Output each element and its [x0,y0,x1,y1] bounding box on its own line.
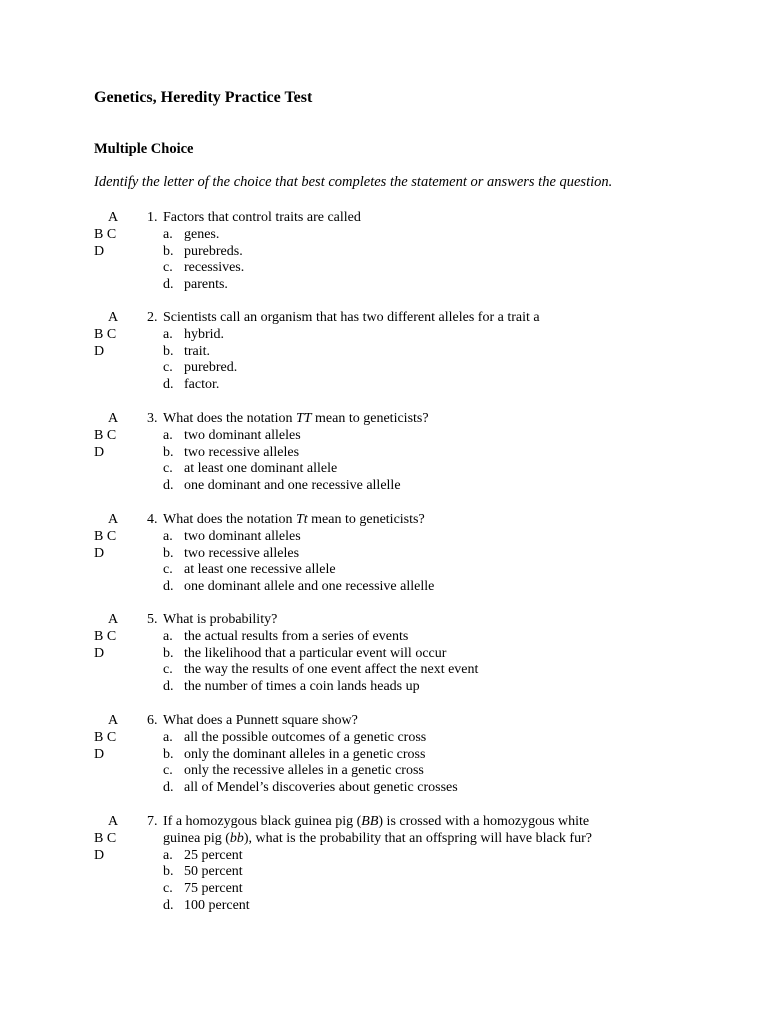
answer-choice [147,629,667,646]
choice-list [147,629,667,696]
choice-letter: d. [163,377,174,393]
answer-letter-line: D [94,243,105,259]
answer-choice [147,679,667,696]
answer-choice [147,546,667,563]
question-stem [147,210,667,227]
question-text-segment: What does a Punnett square show? [163,713,358,728]
question-text-line [163,814,667,831]
answer-letter-line: D [94,847,105,863]
question-body [147,310,667,394]
choice-letter: b. [163,343,174,359]
choice-letter: d. [163,579,174,595]
choice-letter: a. [163,847,173,863]
question-text-segment: ) is crossed with a homozygous white [378,814,590,829]
choice-letter: b. [163,243,174,259]
question-text [163,713,667,730]
answer-choice [147,227,667,244]
question-text-segment: Factors that control traits are called [163,210,361,225]
answer-choice [147,244,667,261]
answer-choice [147,360,667,377]
answer-letter-line: B C [94,729,117,745]
choice-list [147,428,667,495]
choice-letter: c. [163,360,173,376]
choice-text: 25 percent [184,847,243,863]
question-text-segment: What does the notation [163,512,296,527]
answer-letter-line: A [108,814,119,829]
answer-letter-options [94,411,130,461]
choice-letter: c. [163,763,173,779]
choice-list [147,730,667,797]
choice-text: only the dominant alleles in a genetic cross [184,746,426,762]
choice-text: the number of times a coin lands heads up [184,679,420,695]
choice-text: hybrid. [184,326,225,342]
choice-text: 75 percent [184,881,243,897]
question-text [163,814,667,848]
choice-text: at least one recessive allele [184,562,336,578]
question-text-line [163,612,667,629]
question-number: 7. [147,814,158,829]
choice-letter: d. [163,897,174,913]
choice-text: two recessive alleles [184,545,300,561]
answer-choice [147,428,667,445]
choice-text: only the recessive alleles in a genetic cross [184,763,424,779]
choice-list [147,848,667,915]
choice-list [147,227,667,294]
choice-text: the actual results from a series of events [184,628,409,644]
answer-choice [147,763,667,780]
question-text-segment: What is probability? [163,612,278,627]
answer-letter-line: D [94,545,105,561]
choice-letter: a. [163,729,173,745]
choice-text: all of Mendel’s discoveries about genetic crosses [184,780,458,796]
choice-text: one dominant and one recessive allelle [184,478,401,494]
choice-list [147,327,667,394]
answer-letter-options [94,310,130,360]
choice-text: parents. [184,277,228,293]
choice-letter: c. [163,881,173,897]
answer-choice [147,478,667,495]
question-text-line [163,713,667,730]
choice-text: purebred. [184,360,238,376]
question-text [163,310,667,327]
choice-letter: a. [163,226,173,242]
question-text-segment: ), what is the probability that an offspring will have black fur? [243,830,592,846]
answer-choice [147,377,667,394]
question-text-line [163,512,667,529]
answer-choice [147,277,667,294]
answer-letter-line: D [94,746,105,762]
choice-letter: a. [163,427,173,443]
choice-letter: d. [163,277,174,293]
question-number: 5. [147,612,158,627]
genotype-notation: BB [361,814,379,829]
answer-choice [147,529,667,546]
question-stem [147,310,667,327]
question-text-segment: mean to geneticists? [311,411,429,426]
choice-letter: b. [163,645,174,661]
question-text-line [163,411,667,428]
answer-letter-line: A [108,310,119,325]
choice-text: two dominant alleles [184,427,301,443]
answer-choice [147,747,667,764]
question-number: 1. [147,210,158,225]
choice-letter: d. [163,478,174,494]
genotype-notation: Tt [295,512,308,527]
answer-choice [147,662,667,679]
choice-text: the likelihood that a particular event will occur [184,645,447,661]
answer-letter-line: A [108,411,119,426]
genotype-notation: bb [229,830,244,846]
choice-letter: c. [163,260,173,276]
answer-letter-line: A [108,210,119,225]
question-text-line [163,210,667,227]
question-number: 6. [147,713,158,728]
choice-text: at least one dominant allele [184,461,338,477]
question-body [147,512,667,596]
answer-choice [147,562,667,579]
question-text-line [163,831,667,848]
choice-text: two dominant alleles [184,528,301,544]
choice-letter: c. [163,662,173,678]
choice-letter: a. [163,528,173,544]
answer-letter-line: A [108,612,119,627]
question-text [163,612,667,629]
answer-choice [147,327,667,344]
question-body [147,612,667,696]
answer-choice [147,260,667,277]
choice-text: purebreds. [184,243,243,259]
choice-text: all the possible outcomes of a genetic cross [184,729,427,745]
choice-letter: c. [163,461,173,477]
choice-letter: b. [163,864,174,880]
question-text-segment: If a homozygous black guinea pig ( [163,814,362,829]
document-title: Genetics, Heredity Practice Test [94,89,313,106]
question-text-segment: guinea pig ( [163,830,230,846]
answer-letter-line: B C [94,427,117,443]
choice-letter: b. [163,545,174,561]
choice-letter: d. [163,780,174,796]
question-text-line [163,310,667,327]
choice-text: 50 percent [184,864,243,880]
section-heading: Multiple Choice [94,141,194,157]
question-text-segment: mean to geneticists? [307,512,425,527]
answer-letter-line: B C [94,830,117,846]
answer-choice [147,881,667,898]
choice-text: factor. [184,377,220,393]
answer-letter-options [94,713,130,763]
genotype-notation: TT [295,411,312,426]
question-text [163,210,667,227]
answer-letter-line: D [94,343,105,359]
choice-letter: a. [163,628,173,644]
question-body [147,210,667,294]
question-number: 2. [147,310,158,325]
answer-letter-options [94,210,130,260]
question-number: 3. [147,411,158,426]
choice-letter: c. [163,562,173,578]
answer-choice [147,898,667,915]
instructions-text: Identify the letter of the choice that best completes the statement or answers the question. [94,174,613,190]
answer-letter-options [94,814,130,864]
question-number: 4. [147,512,158,527]
choice-letter: b. [163,444,174,460]
question-stem [147,512,667,529]
answer-letter-line: A [108,713,119,728]
choice-text: 100 percent [184,897,250,913]
answer-choice [147,848,667,865]
question-stem [147,713,667,730]
question-stem [147,814,667,848]
question-body [147,713,667,797]
choice-text: one dominant allele and one recessive allelle [184,579,435,595]
choice-letter: a. [163,326,173,342]
question-stem [147,411,667,428]
question-text [163,411,667,428]
answer-letter-line: A [108,512,119,527]
answer-letter-line: D [94,444,105,460]
answer-choice [147,780,667,797]
choice-letter: b. [163,746,174,762]
answer-letter-line: D [94,645,105,661]
question-stem [147,612,667,629]
question-text-segment: Scientists call an organism that has two different alleles for a trait a [163,310,540,325]
choice-text: genes. [184,226,220,242]
choice-letter: d. [163,679,174,695]
answer-letter-options [94,612,130,662]
answer-choice [147,579,667,596]
answer-letter-options [94,512,130,562]
answer-choice [147,730,667,747]
choice-text: the way the results of one event affect the next event [184,662,479,678]
answer-choice [147,864,667,881]
answer-choice [147,461,667,478]
question-text-segment: What does the notation [163,411,296,426]
question-body [147,411,667,495]
question-body [147,814,667,915]
choice-list [147,529,667,596]
answer-letter-line: B C [94,226,117,242]
answer-choice [147,445,667,462]
choice-text: two recessive alleles [184,444,300,460]
answer-letter-line: B C [94,326,117,342]
answer-letter-line: B C [94,528,117,544]
answer-choice [147,344,667,361]
choice-text: trait. [184,343,211,359]
answer-letter-line: B C [94,628,117,644]
question-text [163,512,667,529]
answer-choice [147,646,667,663]
choice-text: recessives. [184,260,245,276]
